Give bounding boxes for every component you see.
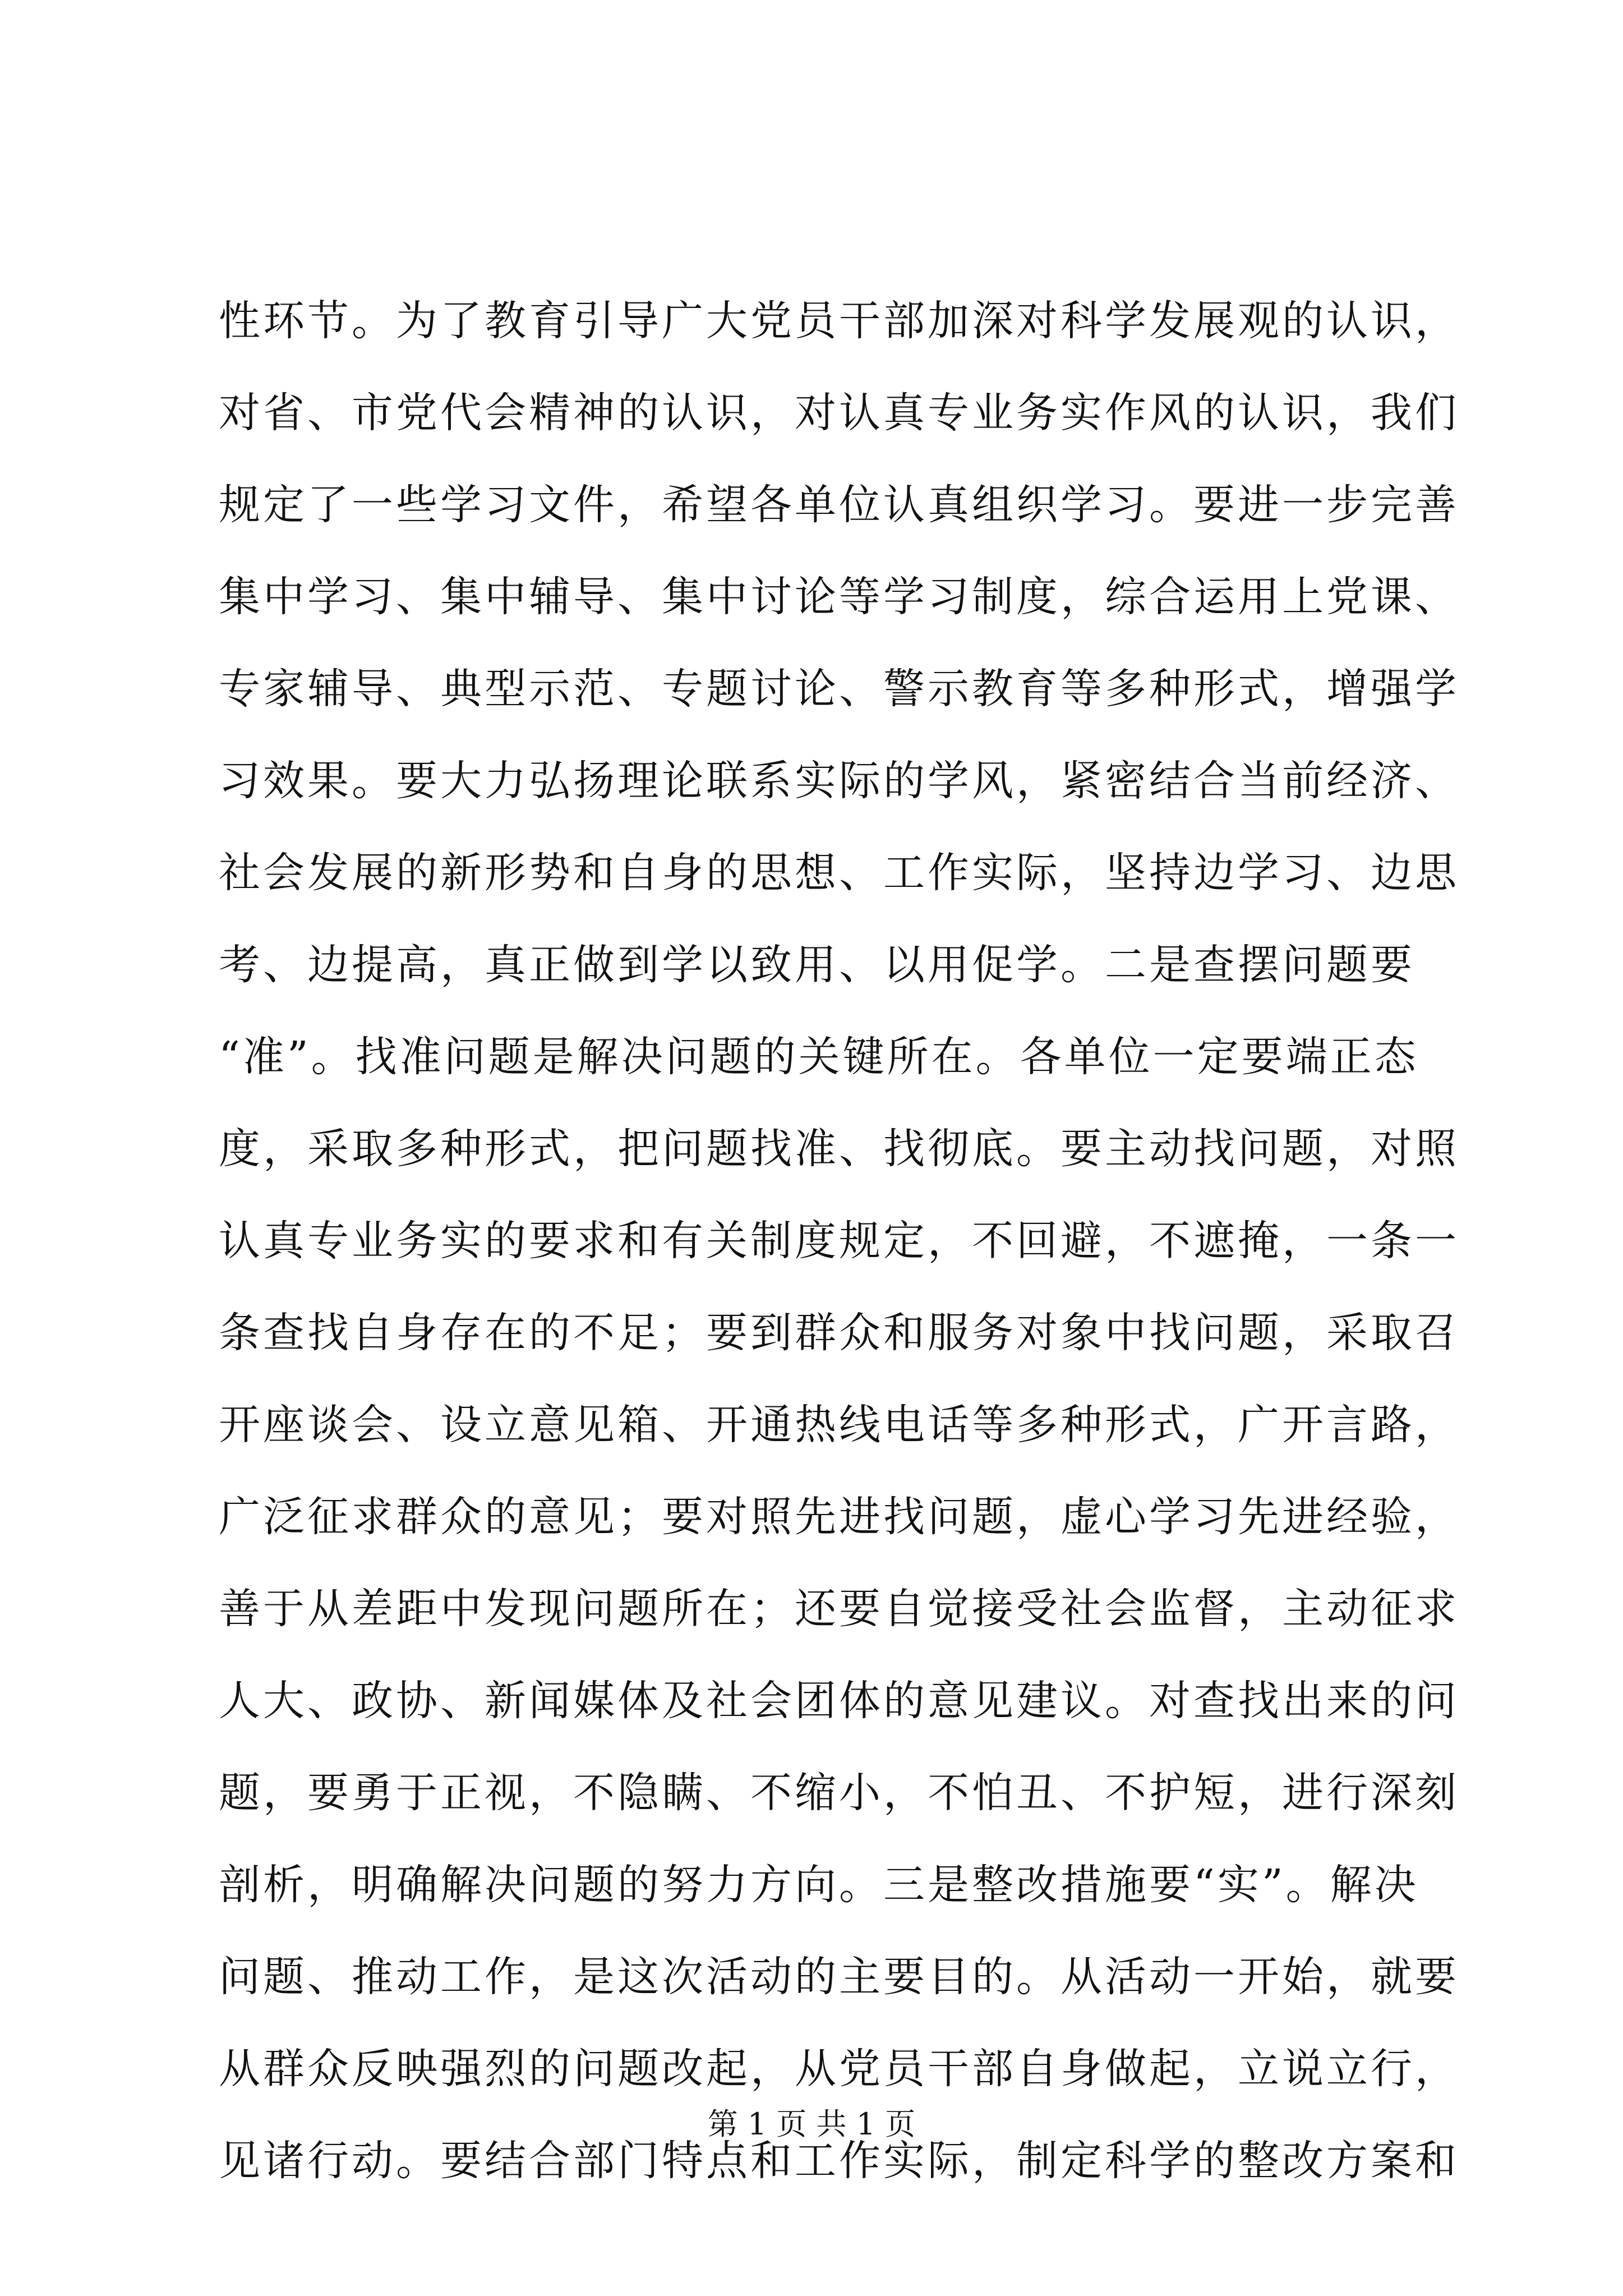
text-line: 度，采取多种形式，把问题找准、找彻底。要主动找问题，对照 [219,1125,1459,1173]
text-line: 见诸行动。要结合部门特点和工作实际，制定科学的整改方案和 [219,2137,1459,2185]
document-body [219,275,1459,2207]
text-line: 善于从差距中发现问题所在；还要自觉接受社会监督，主动征求 [219,1585,1459,1633]
text-line: 集中学习、集中辅导、集中讨论等学习制度，综合运用上党课、 [219,573,1459,621]
text-line: 从群众反映强烈的问题改起，从党员干部自身做起，立说立行， [219,2045,1459,2093]
text-line: 对省、市党代会精神的认识，对认真专业务实作风的认识，我们 [219,389,1459,437]
text-line: 性环节。为了教育引导广大党员干部加深对科学发展观的认识， [219,297,1459,345]
text-line: 社会发展的新形势和自身的思想、工作实际，坚持边学习、边思 [219,849,1459,897]
text-line: 题，要勇于正视，不隐瞒、不缩小，不怕丑、不护短，进行深刻 [219,1769,1459,1817]
text-line: 考、边提高，真正做到学以致用、以用促学。二是查摆问题要 [219,941,1415,989]
text-line: 专家辅导、典型示范、专题讨论、警示教育等多种形式，增强学 [219,665,1459,713]
text-line: 人大、政协、新闻媒体及社会团体的意见建议。对查找出来的问 [219,1677,1459,1725]
text-line: 广泛征求群众的意见；要对照先进找问题，虚心学习先进经验， [219,1493,1459,1541]
text-line: 问题、推动工作，是这次活动的主要目的。从活动一开始，就要 [219,1953,1459,2001]
text-line: 规定了一些学习文件，希望各单位认真组织学习。要进一步完善 [219,481,1459,529]
text-line: 认真专业务实的要求和有关制度规定，不回避，不遮掩，一条一 [219,1217,1459,1265]
text-line: 开座谈会、设立意见箱、开通热线电话等多种形式，广开言路， [219,1401,1459,1449]
page-number-footer: 第 1 页 共 1 页 [707,2106,916,2142]
text-line: “准”。找准问题是解决问题的关键所在。各单位一定要端正态 [219,1033,1419,1081]
text-line: 习效果。要大力弘扬理论联系实际的学风，紧密结合当前经济、 [219,757,1459,805]
text-line: 剖析，明确解决问题的努力方向。三是整改措施要“实”。解决 [219,1861,1419,1909]
text-line: 条查找自身存在的不足；要到群众和服务对象中找问题，采取召 [219,1309,1459,1357]
